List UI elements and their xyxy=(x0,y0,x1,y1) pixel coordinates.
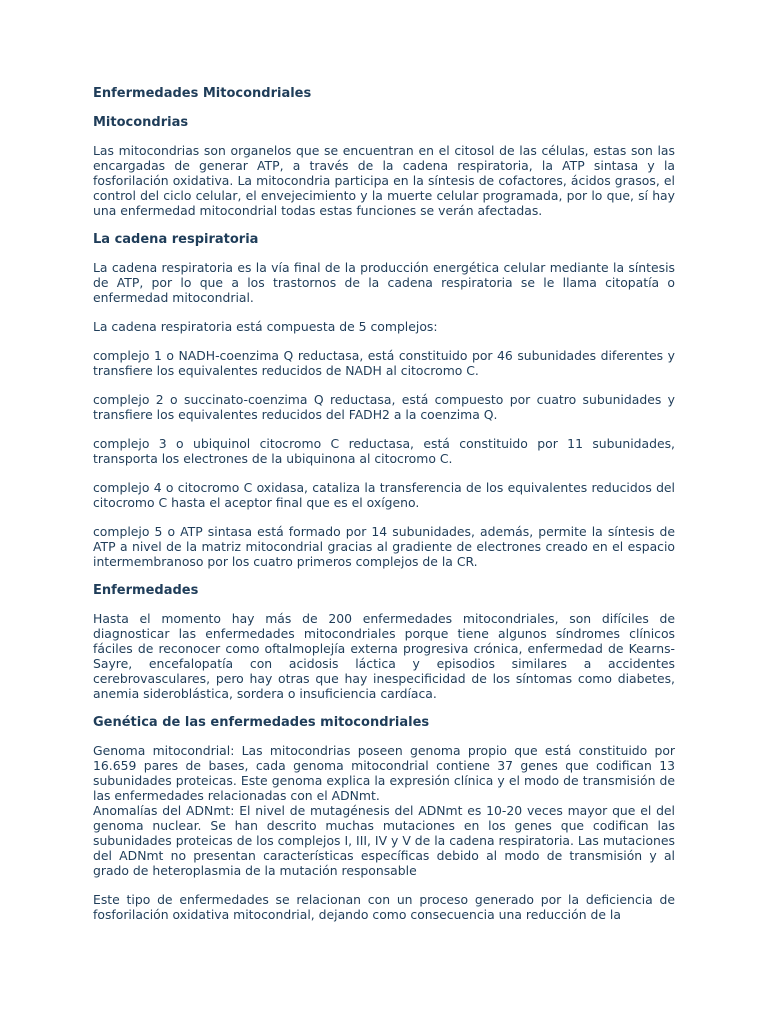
paragraph-complejo-1: complejo 1 o NADH-coenzima Q reductasa, está constituido por 46 subunidades diferentes y transfiere los equivalentes reducidos de NADH al citocromo C. xyxy=(93,348,675,378)
section-heading-mitocondrias: Mitocondrias xyxy=(93,115,189,130)
paragraph-fosforilacion: Este tipo de enfermedades se relacionan con un proceso generado por la deficiencia de fosforilación oxidativa mitocondrial, dejando como consecuencia una reducción de la xyxy=(93,892,675,922)
section-heading-genetica: Genética de las enfermedades mitocondriales xyxy=(93,715,430,730)
paragraph-anomalias-adnmt: Anomalías del ADNmt: El nivel de mutagénesis del ADNmt es 10-20 veces mayor que el del genoma nuclear. Se han descrito muchas mutaciones en los genes que codifican las subunidades proteicas de los complejos I, III, IV y V de la cadena respiratoria. Las mutaciones del ADNmt no presentan características específicas debido al modo de transmisión y al grado de heteroplasmia de la mutación responsable xyxy=(93,803,675,878)
paragraph-genetica xyxy=(93,743,675,878)
paragraph-genoma-mitocondrial: Genoma mitocondrial: Las mitocondrias poseen genoma propio que está constituido por 16.659 pares de bases, cada genoma mitocondrial contiene 37 genes que codifican 13 subunidades proteicas. Este genoma explica la expresión clínica y el modo de transmisión de las enfermedades relacionadas con el ADNmt. xyxy=(93,743,675,803)
section-heading-cadena-respiratoria: La cadena respiratoria xyxy=(93,232,259,247)
section-heading-enfermedades: Enfermedades xyxy=(93,583,199,598)
paragraph-cadena-complejos: La cadena respiratoria está compuesta de 5 complejos: xyxy=(93,319,438,334)
paragraph-enfermedades: Hasta el momento hay más de 200 enfermedades mitocondriales, son difíciles de diagnosticar las enfermedades mitocondriales porque tiene algunos síndromes clínicos fáciles de reconocer como oftalmoplejía externa progresiva crónica, enfermedad de Kearns-Sayre, encefalopatía con acidosis láctica y episodios similares a accidentes cerebrovasculares, pero hay otras que hay inespecificidad de los síntomas como diabetes, anemia sideroblástica, sordera o insuficiencia cardíaca. xyxy=(93,611,675,701)
paragraph-mitocondrias: Las mitocondrias son organelos que se encuentran en el citosol de las células, estas son las encargadas de generar ATP, a través de la cadena respiratoria, la ATP sintasa y la fosforilación oxidativa. La mitocondria participa en la síntesis de cofactores, ácidos grasos, el control del ciclo celular, el envejecimiento y la muerte celular programada, por lo que, sí hay una enfermedad mitocondrial todas estas funciones se verán afectadas. xyxy=(93,143,675,218)
document-page xyxy=(93,86,675,936)
paragraph-cadena-intro: La cadena respiratoria es la vía final de la producción energética celular mediante la síntesis de ATP, por lo que a los trastornos de la cadena respiratoria se le llama citopatía o enfermedad mitocondrial. xyxy=(93,260,675,305)
paragraph-complejo-4: complejo 4 o citocromo C oxidasa, cataliza la transferencia de los equivalentes reducidos del citocromo C hasta el aceptor final que es el oxígeno. xyxy=(93,480,675,510)
paragraph-complejo-5: complejo 5 o ATP sintasa está formado por 14 subunidades, además, permite la síntesis de ATP a nivel de la matriz mitocondrial gracias al gradiente de electrones creado en el espacio intermembranoso por los cuatro primeros complejos de la CR. xyxy=(93,524,675,569)
document-title: Enfermedades Mitocondriales xyxy=(93,86,312,101)
paragraph-complejo-3: complejo 3 o ubiquinol citocromo C reductasa, está constituido por 11 subunidades, transporta los electrones de la ubiquinona al citocromo C. xyxy=(93,436,675,466)
paragraph-complejo-2: complejo 2 o succinato-coenzima Q reductasa, está compuesto por cuatro subunidades y transfiere los equivalentes reducidos del FADH2 a la coenzima Q. xyxy=(93,392,675,422)
